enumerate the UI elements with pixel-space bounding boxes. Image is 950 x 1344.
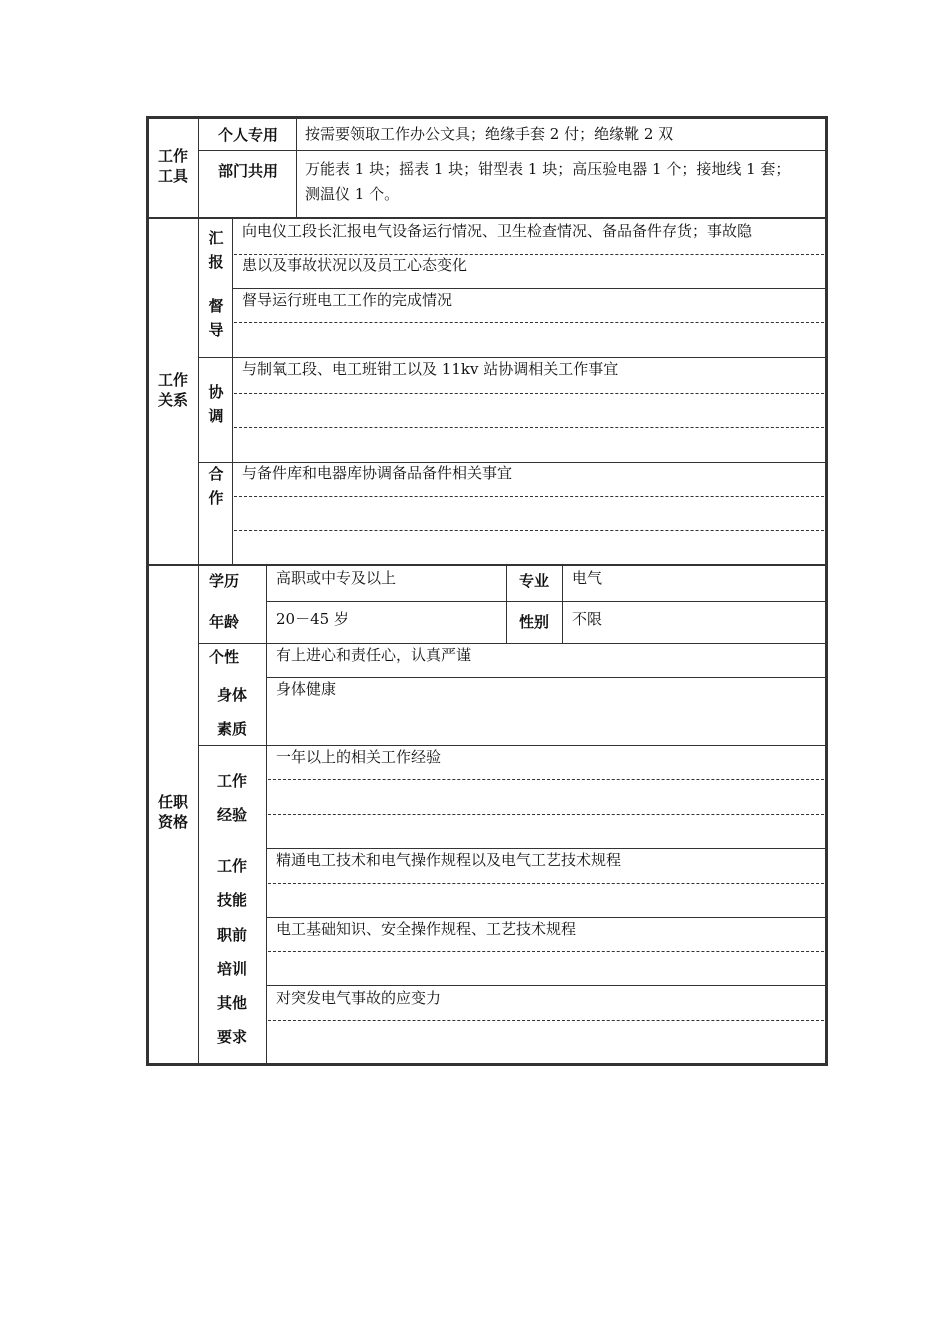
skills-value: 精通电工技术和电气操作规程以及电气工艺技术规程 xyxy=(276,851,622,869)
personal-use-value: 按需要领取工作办公文具；绝缘手套 2 付；绝缘靴 2 双 xyxy=(305,125,674,143)
personality-value: 有上进心和责任心，认真严谨 xyxy=(276,646,472,664)
dashed-rule xyxy=(268,883,824,884)
dashed-rule xyxy=(268,951,824,952)
dashed-rule xyxy=(234,322,824,323)
category-work-relations: 工作 关系 xyxy=(157,371,188,409)
dept-use-value-line1: 万能表 1 块；摇表 1 块；钳型表 1 块；高压验电器 1 个；接地线 1 套； xyxy=(305,160,791,178)
experience-label: 工作 经验 xyxy=(216,772,247,824)
other-requirements-label: 其他 要求 xyxy=(216,994,247,1046)
dashed-rule xyxy=(234,393,824,394)
personality-label: 个性 xyxy=(208,648,239,666)
category-column-divider xyxy=(198,119,199,1063)
cooperate-value: 与备件库和电器库协调备品备件相关事宜 xyxy=(242,464,513,482)
report-label: 汇 报 xyxy=(208,229,224,271)
cooperate-label: 合 作 xyxy=(208,465,224,507)
training-value: 电工基础知识、安全操作规程、工艺技术规程 xyxy=(276,920,577,938)
dept-use-value-line2: 测温仪 1 个。 xyxy=(305,185,400,203)
personal-use-label: 个人专用 xyxy=(217,126,278,144)
coordinate-label: 协 调 xyxy=(208,383,224,425)
major-label: 专业 xyxy=(518,572,549,590)
supervise-value: 督导运行班电工工作的完成情况 xyxy=(242,291,453,309)
age-value: 20－45 岁 xyxy=(276,610,349,628)
gender-label: 性别 xyxy=(518,613,549,631)
gender-value: 不限 xyxy=(572,610,603,628)
major-value: 电气 xyxy=(572,569,603,587)
supervise-label: 督 导 xyxy=(208,297,224,339)
row-divider xyxy=(266,677,825,678)
physique-value: 身体健康 xyxy=(276,680,337,698)
report-value-line1: 向电仪工段长汇报电气设备运行情况、卫生检查情况、备品备件存货；事故隐 xyxy=(242,222,753,240)
dashed-rule xyxy=(234,427,824,428)
dashed-rule xyxy=(234,496,824,497)
relations-label-divider xyxy=(232,219,233,564)
age-label: 年龄 xyxy=(208,613,239,631)
dashed-rule xyxy=(268,814,824,815)
row-divider xyxy=(266,601,825,602)
report-value-line2: 患以及事故状况以及员工心态变化 xyxy=(242,256,468,274)
category-work-tools: 工作 工具 xyxy=(157,147,188,185)
qual-label-divider xyxy=(266,565,267,1063)
education-label: 学历 xyxy=(208,572,239,590)
coordinate-value: 与制氧工段、电工班钳工以及 11kv 站协调相关工作事宜 xyxy=(242,360,619,378)
dept-use-label: 部门共用 xyxy=(217,162,278,180)
training-label: 职前 培训 xyxy=(216,926,247,978)
section-divider-relations xyxy=(149,564,825,566)
other-requirements-value: 对突发电气事故的应变力 xyxy=(276,989,442,1007)
tools-label-divider xyxy=(296,119,297,217)
education-value: 高职或中专及以上 xyxy=(276,569,397,587)
skills-label: 工作 技能 xyxy=(216,857,247,909)
experience-value: 一年以上的相关工作经验 xyxy=(276,748,442,766)
qual-mid-divider-2 xyxy=(562,565,563,643)
dashed-rule xyxy=(268,779,824,780)
physique-label: 身体 素质 xyxy=(216,686,247,738)
category-qualifications: 任职 资格 xyxy=(157,793,188,831)
dashed-rule xyxy=(268,1020,824,1021)
dashed-rule xyxy=(234,530,824,531)
